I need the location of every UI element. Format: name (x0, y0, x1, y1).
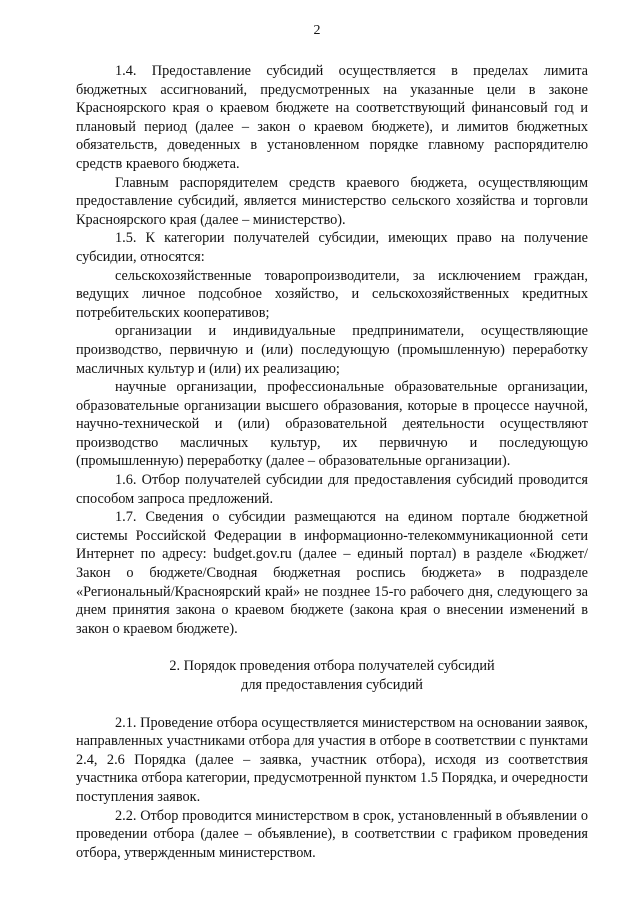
page-number: 2 (313, 23, 321, 38)
paragraph-2-1: 2.1. Проведение отбора осуществляется министерством на основании заявок, направленных участниками отбора для участия в отборе в соответствии с пунктами 2.4, 2.6 Порядка (далее – заявка, участник отбора), исходя из соответствия участника отбора категории, предусмотренной пунктом 1.5 Порядка, и очередности поступления заявок. (76, 714, 588, 805)
paragraph-category-organizations-entrepreneurs: организации и индивидуальные предприниматели, осуществляющие производство, первичную и (или) последующую (промышленную) переработку масличных культур и (или) их реализацию; (76, 323, 588, 377)
paragraph-category-agricultural-producers: сельскохозяйственные товаропроизводители, за исключением граждан, ведущих личное подсобное хозяйство, и сельскохозяйственных кредитных потребительских кооперативов; (76, 267, 588, 321)
paragraph-1-6: 1.6. Отбор получателей субсидии для предоставления субсидий проводится способом запроса предложений. (76, 472, 588, 507)
document-body (76, 62, 588, 862)
section-2-heading-line-1: 2. Порядок проведения отбора получателей субсидий (169, 658, 495, 675)
paragraph-2-2: 2.2. Отбор проводится министерством в срок, установленный в объявлении о проведении отбора (далее – объявление), в соответствии с графиком проведения отбора, утвержденным министерством. (76, 807, 588, 861)
paragraph-chief-administrator: Главным распорядителем средств краевого бюджета, осуществляющим предоставление субсидий, является министерство сельского хозяйства и торговли Красноярского края (далее – министерство). (76, 174, 588, 228)
section-2-heading (76, 657, 588, 694)
paragraph-1-5: 1.5. К категории получателей субсидии, имеющих право на получение субсидии, относятся: (76, 230, 588, 265)
paragraph-category-educational-organizations: научные организации, профессиональные образовательные организации, образовательные организации высшего образования, которые в процессе научной, научно-технической и (или) образовательной деятельности осуществляют производство масличных культур, их первичную и последующую (промышленную) переработку (далее – образовательные организации). (76, 379, 588, 470)
section-2-heading-line-2: для предоставления субсидий (241, 677, 423, 693)
paragraph-1-7: 1.7. Сведения о субсидии размещаются на едином портале бюджетной системы Российской Федерации в информационно-телекоммуникационной сети Интернет по адресу: budget.gov.ru (далее – единый портал) в разделе «Бюджет/Закон о бюджете/Сводная бюджетная роспись бюджета» в подразделе «Региональный/Красноярский край» не позднее 15-го рабочего дня, следующего за днем принятия закона о краевом бюджете (закона края о внесении изменений в закон о краевом бюджете). (76, 509, 588, 637)
paragraph-1-4: 1.4. Предоставление субсидий осуществляется в пределах лимита бюджетных ассигнований, предусмотренных на указанные цели в законе Красноярского края о краевом бюджете на соответствующий финансовый год и плановый период (далее – закон о краевом бюджете), и лимитов бюджетных обязательств, доведенных в установленном порядке главному распорядителю средств краевого бюджета. (76, 63, 588, 172)
